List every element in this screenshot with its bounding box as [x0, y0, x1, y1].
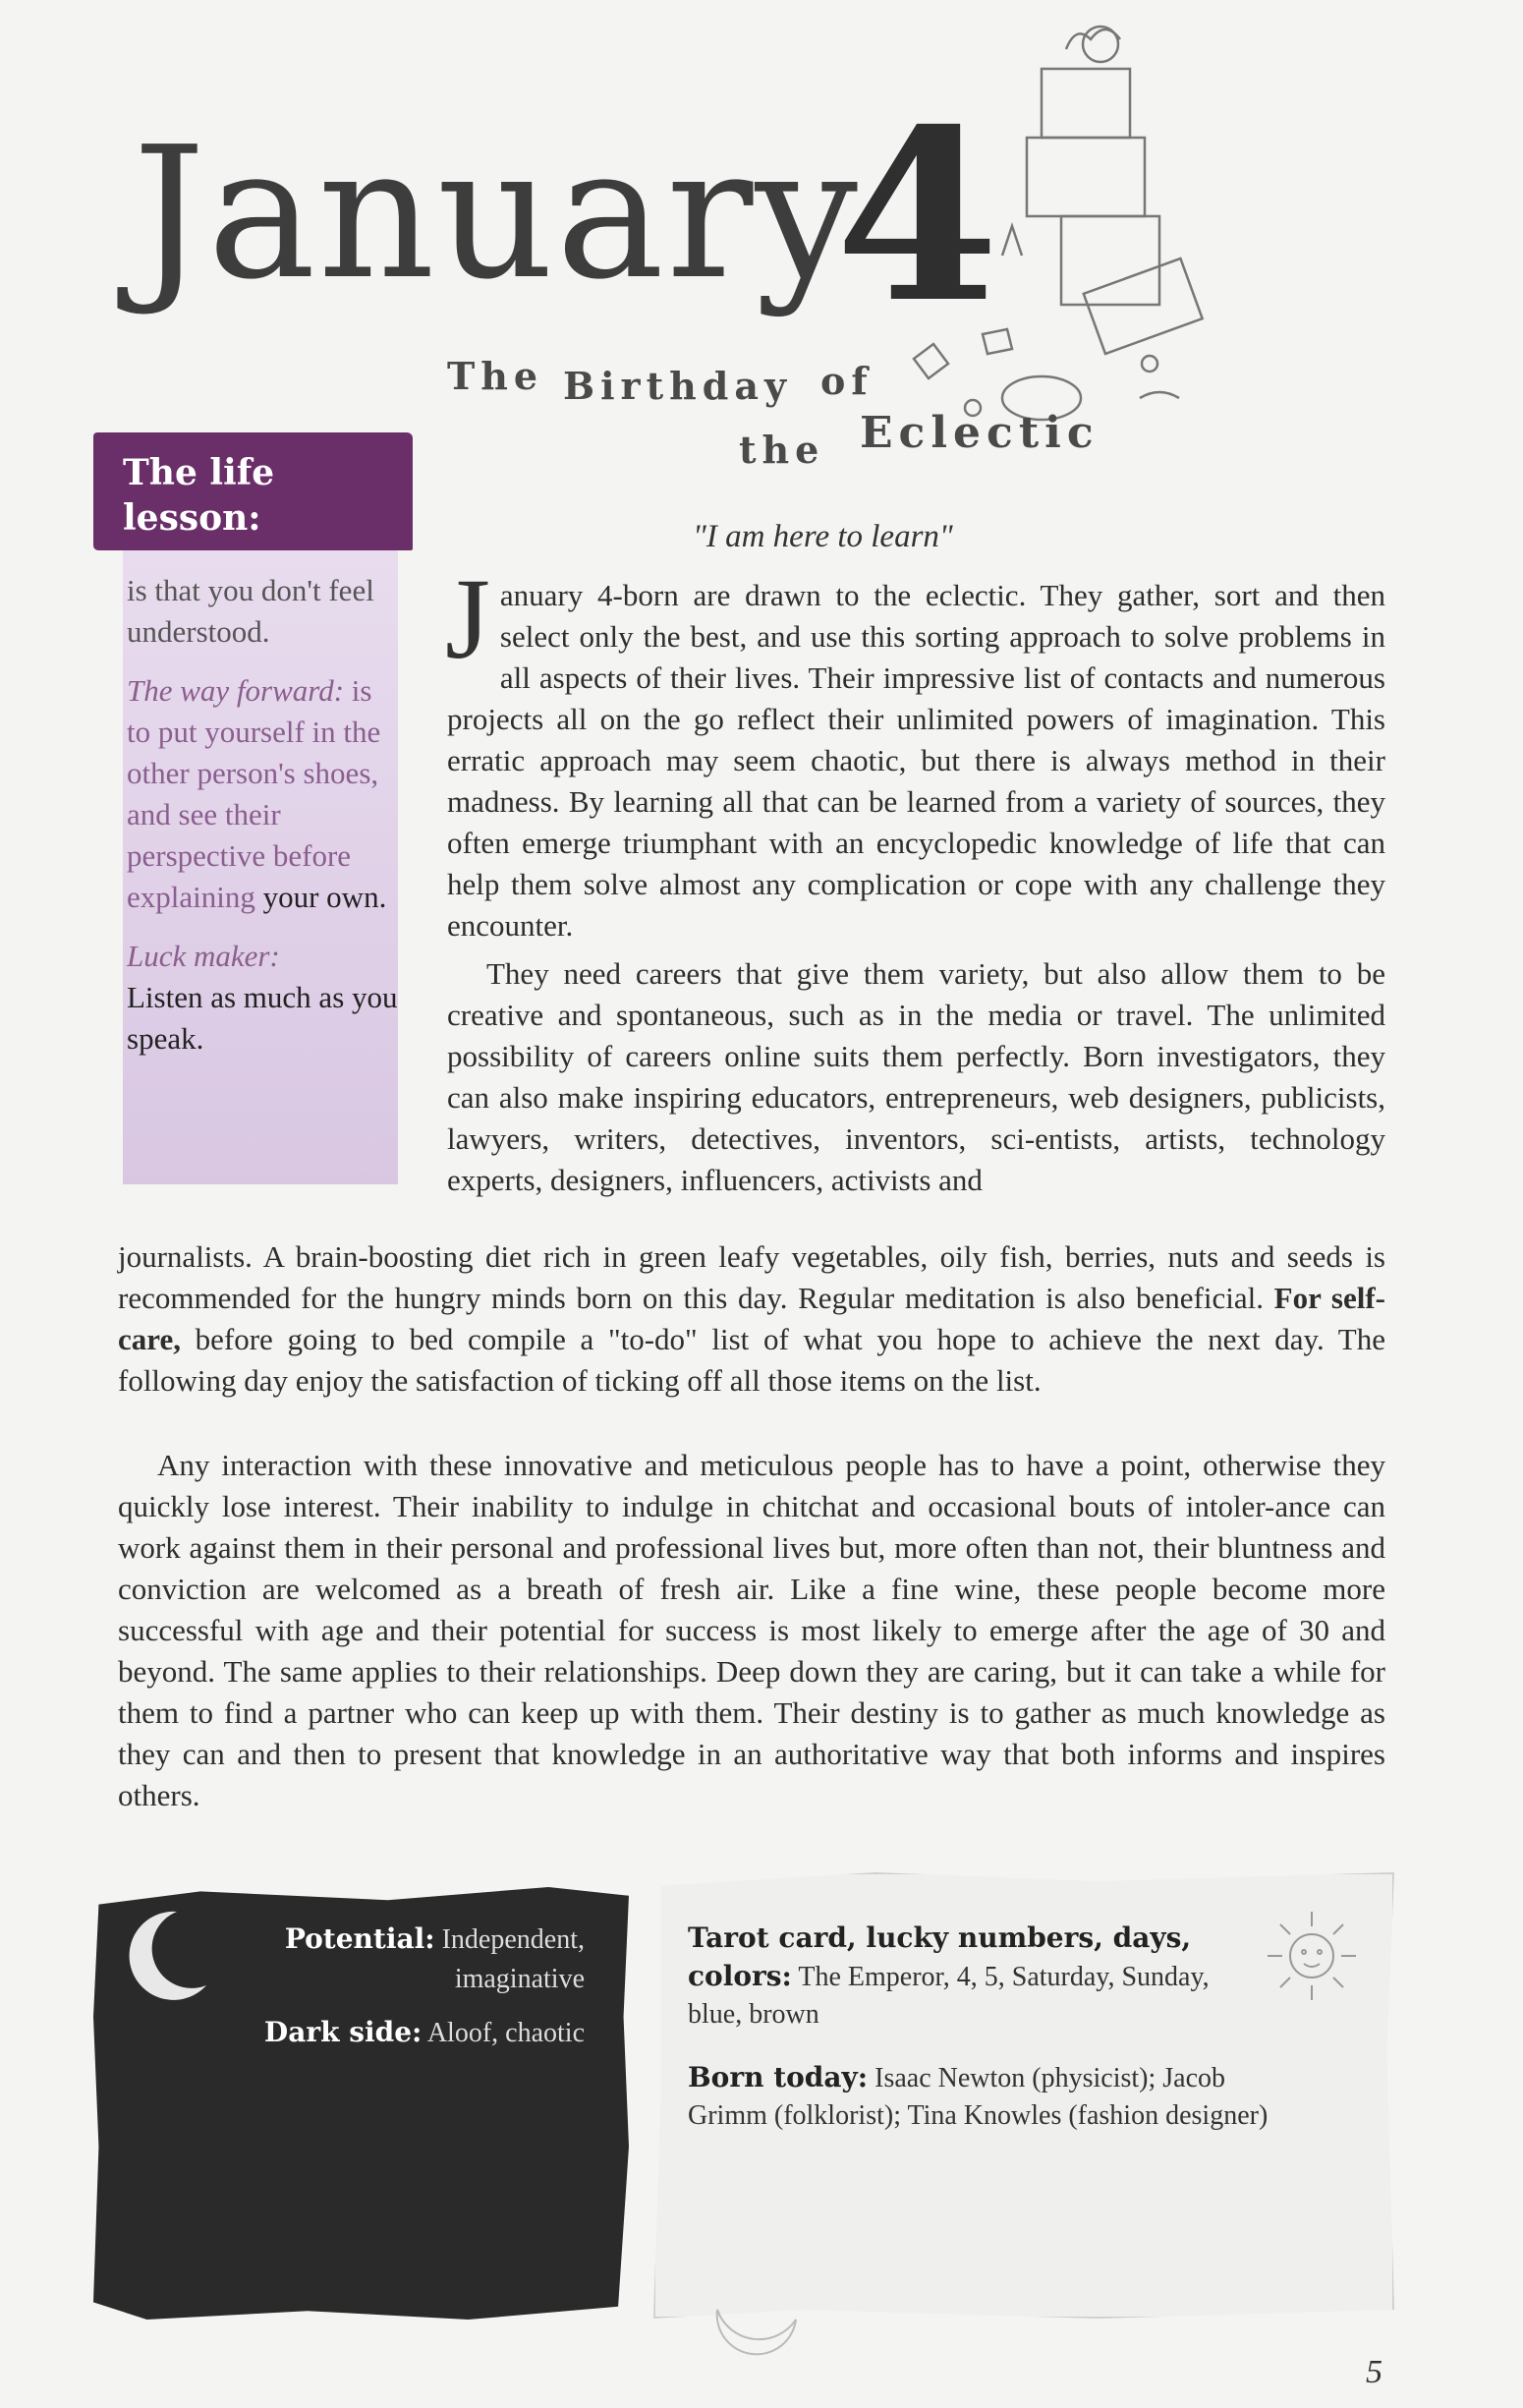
page-title-month: January — [133, 107, 860, 319]
drop-cap: J — [445, 554, 490, 683]
body-paragraph-1-text: anuary 4-born are drawn to the eclectic. They gather, sort and then select only the best, and use this sorting approach to solve problems in all aspects of their lives. Their impressive list of contacts and numerous projects all on the go reflect their unlimited powers of imagination. This erratic approach may seem chaotic, but there is always method in their madness. By learning all that can be learned from a variety of sources, they often emerge triumphant with an encyclopedic knowledge of life that can help them solve almost any complication or cope with any challenge they encounter. — [447, 578, 1385, 943]
potential-label: Potential: — [284, 1922, 435, 1955]
body-paragraph-1 — [445, 554, 1385, 946]
tarot-label: Tarot card, lucky numbers, days, colors: — [688, 1921, 1192, 1992]
body-paragraph-2-continued — [118, 1236, 1385, 1402]
page-title-day: 4 — [835, 78, 999, 355]
born-today-info — [688, 2059, 1277, 2135]
dark-side-value: Aloof, chaotic — [426, 2018, 585, 2048]
born-today-label: Born today: — [688, 2061, 869, 2093]
dark-side-label: Dark side: — [263, 2016, 423, 2048]
motto-quote: "I am here to learn" — [693, 519, 953, 554]
luck-maker-text: Listen as much as you speak. — [127, 980, 398, 1056]
life-lesson-heading: The life lesson: — [93, 432, 413, 550]
way-forward-label: The way forward: — [127, 673, 345, 708]
potential-value: Independent, imaginative — [441, 1924, 585, 1994]
subtitle-word-the-2: the — [739, 428, 825, 472]
self-care-label: For self-care, — [118, 1281, 1386, 1356]
bottom-moon-icon — [698, 2241, 816, 2379]
dark-side-trait — [211, 2013, 585, 2053]
tarot-value: The Emperor, 4, 5, Saturday, Sunday, blue, brown — [688, 1962, 1210, 2030]
subtitle-word-of: of — [820, 359, 874, 403]
potential-trait — [241, 1920, 585, 1999]
lesson-text: is that you don't feel understood. — [127, 573, 374, 649]
way-forward — [127, 670, 398, 918]
body-paragraph-2-text-b: before going to bed compile a "to-do" list of what you hope to achieve the next day. The following day enjoy the satisfaction of ticking off all those items on the list. — [118, 1322, 1386, 1398]
tarot-lucky-info — [688, 1920, 1238, 2034]
crescent-moon-icon — [108, 1902, 216, 2010]
subtitle-word-eclectic: Eclectic — [860, 408, 1100, 458]
subtitle-word-birthday: Birthday — [563, 364, 793, 408]
born-today-value: Isaac Newton (physicist); Jacob Grimm (folklorist); Tina Knowles (fashion designer) — [688, 2063, 1269, 2131]
way-forward-text-end: your own. — [262, 880, 387, 914]
way-forward-text: is to put yourself in the other person's shoes, and see their perspective before explaining — [127, 673, 381, 914]
subtitle-word-the: The — [447, 354, 544, 398]
body-paragraph-2-text-a: journalists. A brain-boosting diet rich in green leafy vegetables, oily fish, berries, nuts and seeds is recommended for the hungry minds born on this day. Regular meditation is also beneficial. — [118, 1239, 1385, 1315]
page-number: 5 — [1366, 2354, 1382, 2390]
luck-maker-label: Luck maker: — [127, 939, 280, 973]
luck-maker — [127, 936, 398, 1060]
life-lesson-box — [123, 550, 398, 1184]
body-paragraph-2: They need careers that give them variety, but also allow them to be creative and spontaneous, such as in the media or travel. The unlimited possibility of careers online suits them perfectly. Born investigators, they can also make inspiring educators, entrepreneurs, web designers, publicists, lawyers, writers, detectives, inventors, sci-entists, artists, technology experts, designers, influencers, activists and — [447, 956, 1385, 1197]
sun-face-icon — [1258, 1902, 1366, 2010]
body-paragraph-3: Any interaction with these innovative and meticulous people has to have a point, otherwise they quickly lose interest. Their inability to indulge in chitchat and occasional bouts of intoler-ance can work against them in their personal and professional lives but, more often than not, their bluntness and conviction are welcomed as a breath of fresh air. Like a fine wine, these people become more successful with age and their potential for success is most likely to emerge after the age of 30 and beyond. The same applies to their relationships. Deep down they are caring, but it can take a while for them to find a partner who can keep up with them. Their destiny is to gather as much knowledge as they can and then to present that knowledge in an authoritative way that both informs and inspires others. — [118, 1448, 1385, 1812]
